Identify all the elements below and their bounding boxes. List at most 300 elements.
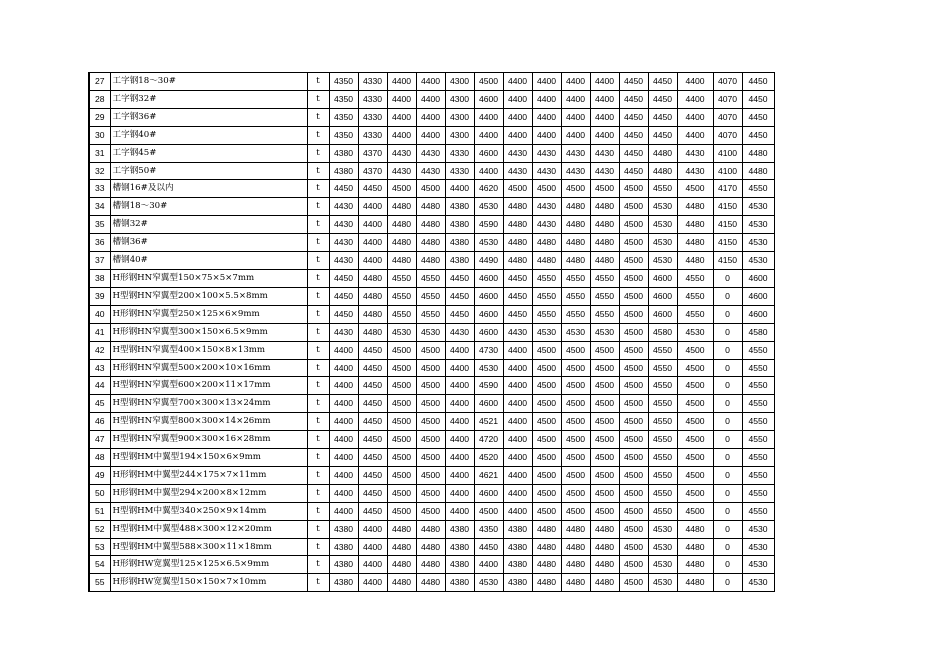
price-cell: 4590 [474, 216, 503, 234]
price-cell: 4530 [561, 323, 590, 341]
price-cell: 4480 [416, 556, 445, 574]
price-cell: 4480 [532, 574, 561, 592]
price-cell: 4400 [329, 377, 358, 395]
price-cell: 4500 [503, 180, 532, 198]
unit-cell: t [307, 323, 329, 341]
price-cell: 4480 [648, 162, 677, 180]
price-cell: 4150 [713, 234, 742, 252]
table-row [89, 359, 774, 377]
price-cell: 0 [713, 395, 742, 413]
price-cell: 4400 [503, 466, 532, 484]
price-cell: 4500 [387, 502, 416, 520]
price-cell: 4500 [474, 502, 503, 520]
price-cell: 4400 [445, 449, 474, 467]
price-cell: 4400 [358, 198, 387, 216]
price-cell: 4070 [713, 108, 742, 126]
price-cell: 4400 [590, 73, 619, 91]
price-cell: 4500 [387, 431, 416, 449]
price-cell: 4500 [416, 431, 445, 449]
price-cell: 4550 [590, 269, 619, 287]
price-cell: 4550 [532, 287, 561, 305]
price-cell: 4400 [445, 413, 474, 431]
price-cell: 4530 [416, 323, 445, 341]
price-cell: 4600 [474, 395, 503, 413]
price-cell: 4400 [503, 126, 532, 144]
price-cell: 4600 [474, 269, 503, 287]
price-cell: 4480 [561, 520, 590, 538]
row-number: 49 [89, 466, 110, 484]
price-cell: 4480 [532, 538, 561, 556]
price-cell: 4500 [619, 556, 648, 574]
price-cell: 4550 [590, 287, 619, 305]
price-cell: 4480 [590, 252, 619, 270]
row-number: 51 [89, 502, 110, 520]
price-cell: 4500 [619, 449, 648, 467]
price-cell: 4500 [590, 502, 619, 520]
price-cell: 4400 [358, 574, 387, 592]
price-cell: 4400 [561, 126, 590, 144]
price-cell: 4500 [561, 484, 590, 502]
price-cell: 4550 [742, 466, 774, 484]
price-cell: 4400 [416, 108, 445, 126]
price-cell: 4480 [416, 216, 445, 234]
price-cell: 4500 [619, 269, 648, 287]
price-cell: 4550 [742, 341, 774, 359]
price-cell: 4530 [742, 538, 774, 556]
price-cell: 0 [713, 574, 742, 592]
table-row [89, 305, 774, 323]
price-cell: 4330 [358, 126, 387, 144]
price-cell: 4500 [387, 484, 416, 502]
price-cell: 4550 [742, 502, 774, 520]
price-cell: 0 [713, 520, 742, 538]
table-row [89, 574, 774, 592]
price-cell: 4600 [742, 287, 774, 305]
price-cell: 4500 [416, 395, 445, 413]
table-row [89, 252, 774, 270]
price-cell: 4400 [416, 90, 445, 108]
price-cell: 4480 [416, 574, 445, 592]
price-cell: 4480 [358, 305, 387, 323]
price-cell: 4500 [619, 377, 648, 395]
material-name: H形钢HW宽翼型125×125×6.5×9mm [110, 556, 307, 574]
price-cell: 4500 [532, 359, 561, 377]
price-cell: 4400 [329, 502, 358, 520]
price-cell: 4500 [532, 341, 561, 359]
price-cell: 4380 [445, 252, 474, 270]
row-number: 46 [89, 413, 110, 431]
price-cell: 4400 [387, 73, 416, 91]
price-cell: 4480 [677, 252, 713, 270]
row-number: 52 [89, 520, 110, 538]
price-cell: 4480 [677, 216, 713, 234]
price-cell: 4500 [619, 252, 648, 270]
price-cell: 4500 [619, 574, 648, 592]
price-cell: 4621 [474, 466, 503, 484]
price-cell: 4550 [677, 287, 713, 305]
price-cell: 4480 [358, 323, 387, 341]
price-cell: 4430 [416, 162, 445, 180]
material-name: 工字钢18～30# [110, 73, 307, 91]
price-cell: 4430 [503, 162, 532, 180]
price-cell: 4450 [358, 395, 387, 413]
price-cell: 4550 [742, 180, 774, 198]
price-cell: 4430 [677, 144, 713, 162]
price-cell: 4530 [590, 323, 619, 341]
price-cell: 4430 [532, 198, 561, 216]
price-cell: 4500 [619, 341, 648, 359]
price-cell: 4500 [416, 449, 445, 467]
price-cell: 4500 [590, 449, 619, 467]
price-cell: 4480 [416, 252, 445, 270]
price-cell: 4480 [532, 520, 561, 538]
price-cell: 4450 [445, 305, 474, 323]
table-row [89, 466, 774, 484]
unit-cell: t [307, 502, 329, 520]
price-cell: 4400 [416, 73, 445, 91]
price-cell: 4350 [329, 73, 358, 91]
price-cell: 4450 [358, 431, 387, 449]
row-number: 38 [89, 269, 110, 287]
price-cell: 4500 [387, 180, 416, 198]
price-cell: 4530 [742, 234, 774, 252]
price-cell: 4400 [503, 395, 532, 413]
price-cell: 4480 [677, 520, 713, 538]
price-cell: 4450 [329, 180, 358, 198]
price-cell: 4350 [474, 520, 503, 538]
price-cell: 4530 [742, 520, 774, 538]
price-cell: 4300 [445, 108, 474, 126]
price-cell: 4500 [677, 359, 713, 377]
price-cell: 4400 [503, 449, 532, 467]
price-cell: 4530 [648, 520, 677, 538]
price-cell: 4450 [742, 126, 774, 144]
price-cell: 4400 [358, 252, 387, 270]
price-cell: 4370 [358, 144, 387, 162]
price-cell: 4500 [561, 502, 590, 520]
row-number: 34 [89, 198, 110, 216]
material-name: 槽钢18～30# [110, 198, 307, 216]
price-cell: 4500 [532, 395, 561, 413]
price-cell: 0 [713, 431, 742, 449]
price-cell: 4430 [329, 198, 358, 216]
price-cell: 4100 [713, 162, 742, 180]
material-name: H型钢HM中翼型488×300×12×20mm [110, 520, 307, 538]
price-cell: 4430 [532, 162, 561, 180]
price-cell: 4380 [329, 556, 358, 574]
price-cell: 4450 [358, 449, 387, 467]
price-cell: 4500 [590, 431, 619, 449]
unit-cell: t [307, 287, 329, 305]
row-number: 39 [89, 287, 110, 305]
price-cell: 4480 [561, 574, 590, 592]
price-cell: 4550 [742, 449, 774, 467]
price-cell: 4500 [619, 359, 648, 377]
price-cell: 4550 [742, 359, 774, 377]
table-row [89, 556, 774, 574]
price-cell: 4330 [358, 90, 387, 108]
price-cell: 4480 [503, 252, 532, 270]
price-cell: 4400 [445, 502, 474, 520]
price-cell: 4450 [503, 287, 532, 305]
price-cell: 4600 [742, 269, 774, 287]
price-cell: 4300 [445, 126, 474, 144]
table-row [89, 198, 774, 216]
price-cell: 0 [713, 359, 742, 377]
row-number: 37 [89, 252, 110, 270]
price-cell: 4550 [532, 269, 561, 287]
price-cell: 4500 [619, 431, 648, 449]
table-row [89, 162, 774, 180]
price-cell: 4500 [619, 502, 648, 520]
unit-cell: t [307, 413, 329, 431]
row-number: 45 [89, 395, 110, 413]
price-cell: 4380 [329, 520, 358, 538]
price-cell: 4450 [619, 126, 648, 144]
price-cell: 4530 [474, 198, 503, 216]
row-number: 47 [89, 431, 110, 449]
price-cell: 4550 [742, 395, 774, 413]
price-cell: 4450 [742, 90, 774, 108]
price-cell: 4550 [648, 431, 677, 449]
price-cell: 4380 [329, 574, 358, 592]
price-cell: 4350 [329, 108, 358, 126]
table-row [89, 144, 774, 162]
price-cell: 4400 [387, 126, 416, 144]
price-cell: 0 [713, 377, 742, 395]
price-cell: 4450 [358, 466, 387, 484]
price-cell: 4430 [561, 162, 590, 180]
price-cell: 4530 [648, 198, 677, 216]
price-cell: 4430 [677, 162, 713, 180]
price-cell: 4400 [329, 359, 358, 377]
price-cell: 4400 [387, 108, 416, 126]
material-name: H形钢HN窄翼型250×125×6×9mm [110, 305, 307, 323]
unit-cell: t [307, 198, 329, 216]
price-cell: 4500 [532, 180, 561, 198]
price-cell: 4480 [561, 556, 590, 574]
price-cell: 4070 [713, 126, 742, 144]
price-cell: 4550 [387, 305, 416, 323]
row-number: 29 [89, 108, 110, 126]
price-cell: 4500 [619, 216, 648, 234]
price-cell: 4400 [532, 90, 561, 108]
price-cell: 4400 [445, 484, 474, 502]
price-cell: 4550 [648, 466, 677, 484]
price-cell: 4450 [358, 180, 387, 198]
price-cell: 4430 [387, 162, 416, 180]
price-cell: 4430 [561, 144, 590, 162]
table-row [89, 538, 774, 556]
price-cell: 4450 [619, 90, 648, 108]
price-cell: 4530 [474, 234, 503, 252]
price-cell: 4450 [648, 73, 677, 91]
material-name: 工字钢45# [110, 144, 307, 162]
price-cell: 4600 [648, 269, 677, 287]
table-row [89, 395, 774, 413]
price-cell: 4430 [590, 144, 619, 162]
price-cell: 4600 [474, 323, 503, 341]
price-cell: 4530 [648, 574, 677, 592]
price-cell: 4480 [532, 234, 561, 252]
price-cell: 4500 [590, 359, 619, 377]
price-cell: 4430 [445, 323, 474, 341]
price-cell: 4550 [742, 484, 774, 502]
price-cell: 4500 [416, 377, 445, 395]
price-cell: 4400 [445, 431, 474, 449]
price-cell: 4400 [329, 449, 358, 467]
price-cell: 4400 [329, 484, 358, 502]
unit-cell: t [307, 73, 329, 91]
price-cell: 4430 [329, 216, 358, 234]
table-row [89, 520, 774, 538]
unit-cell: t [307, 556, 329, 574]
price-cell: 4480 [387, 198, 416, 216]
price-cell: 4400 [503, 431, 532, 449]
price-cell: 4400 [474, 162, 503, 180]
row-number: 28 [89, 90, 110, 108]
price-cell: 4480 [742, 162, 774, 180]
price-cell: 4550 [648, 377, 677, 395]
row-number: 54 [89, 556, 110, 574]
price-cell: 4450 [329, 305, 358, 323]
price-cell: 4550 [677, 305, 713, 323]
price-cell: 4430 [329, 323, 358, 341]
price-cell: 4480 [677, 198, 713, 216]
price-cell: 4400 [503, 413, 532, 431]
price-cell: 0 [713, 556, 742, 574]
price-cell: 4380 [329, 162, 358, 180]
price-cell: 4380 [445, 198, 474, 216]
price-cell: 4380 [445, 234, 474, 252]
price-cell: 4380 [329, 538, 358, 556]
price-cell: 4450 [358, 359, 387, 377]
price-cell: 4400 [561, 108, 590, 126]
price-cell: 4500 [532, 431, 561, 449]
price-cell: 4550 [416, 305, 445, 323]
price-cell: 4450 [329, 287, 358, 305]
price-cell: 4500 [677, 341, 713, 359]
price-cell: 4550 [648, 502, 677, 520]
price-cell: 4530 [532, 323, 561, 341]
price-cell: 0 [713, 287, 742, 305]
price-cell: 4530 [742, 198, 774, 216]
row-number: 41 [89, 323, 110, 341]
table-row [89, 216, 774, 234]
price-cell: 4500 [387, 359, 416, 377]
price-cell: 4600 [742, 305, 774, 323]
unit-cell: t [307, 234, 329, 252]
material-name: H型钢HM中翼型194×150×6×9mm [110, 449, 307, 467]
price-cell: 4430 [590, 162, 619, 180]
unit-cell: t [307, 520, 329, 538]
price-cell: 4550 [416, 287, 445, 305]
price-cell: 4480 [590, 556, 619, 574]
price-cell: 4480 [416, 538, 445, 556]
price-cell: 4500 [561, 377, 590, 395]
price-cell: 4500 [677, 377, 713, 395]
price-cell: 4480 [561, 234, 590, 252]
table-row [89, 431, 774, 449]
price-cell: 4380 [445, 574, 474, 592]
price-cell: 4450 [503, 305, 532, 323]
price-cell: 4500 [619, 538, 648, 556]
price-cell: 4400 [329, 431, 358, 449]
price-cell: 4330 [445, 162, 474, 180]
table-row [89, 108, 774, 126]
price-cell: 4500 [590, 395, 619, 413]
price-cell: 4480 [416, 520, 445, 538]
material-name: 槽钢16#及以内 [110, 180, 307, 198]
price-cell: 4530 [387, 323, 416, 341]
price-cell: 4070 [713, 90, 742, 108]
unit-cell: t [307, 466, 329, 484]
price-cell: 4430 [329, 252, 358, 270]
price-cell: 4500 [387, 395, 416, 413]
price-cell: 4400 [445, 377, 474, 395]
table-row [89, 180, 774, 198]
table-row [89, 287, 774, 305]
price-cell: 4400 [445, 180, 474, 198]
price-cell: 4450 [445, 287, 474, 305]
unit-cell: t [307, 431, 329, 449]
price-cell: 4500 [677, 413, 713, 431]
price-cell: 4480 [561, 538, 590, 556]
material-name: 槽钢40# [110, 252, 307, 270]
unit-cell: t [307, 377, 329, 395]
price-cell: 4480 [677, 556, 713, 574]
price-cell: 4550 [648, 449, 677, 467]
price-cell: 4300 [445, 90, 474, 108]
price-cell: 4400 [532, 73, 561, 91]
table-row [89, 341, 774, 359]
price-cell: 4500 [619, 484, 648, 502]
price-cell: 4400 [503, 73, 532, 91]
price-cell: 4550 [742, 431, 774, 449]
price-cell: 4070 [713, 73, 742, 91]
price-cell: 4500 [619, 198, 648, 216]
row-number: 43 [89, 359, 110, 377]
price-cell: 4500 [590, 484, 619, 502]
price-cell: 4500 [590, 341, 619, 359]
price-cell: 4400 [474, 126, 503, 144]
material-name: 工字钢36# [110, 108, 307, 126]
price-cell: 4500 [619, 520, 648, 538]
price-cell: 4480 [561, 252, 590, 270]
price-cell: 4480 [416, 234, 445, 252]
price-cell: 4300 [445, 73, 474, 91]
price-cell: 4500 [677, 484, 713, 502]
price-cell: 4480 [677, 538, 713, 556]
price-cell: 4450 [648, 108, 677, 126]
unit-cell: t [307, 449, 329, 467]
table-row [89, 449, 774, 467]
price-cell: 4500 [387, 413, 416, 431]
price-cell: 0 [713, 484, 742, 502]
price-cell: 4400 [503, 359, 532, 377]
price-cell: 4480 [561, 198, 590, 216]
table-row [89, 413, 774, 431]
price-cell: 4400 [503, 341, 532, 359]
price-cell: 4550 [561, 287, 590, 305]
price-cell: 4430 [503, 323, 532, 341]
price-cell: 4480 [648, 144, 677, 162]
price-cell: 4530 [648, 538, 677, 556]
price-cell: 4480 [387, 574, 416, 592]
material-name: H形钢HN窄翼型500×200×10×16mm [110, 359, 307, 377]
price-cell: 4400 [474, 556, 503, 574]
price-cell: 4380 [329, 144, 358, 162]
